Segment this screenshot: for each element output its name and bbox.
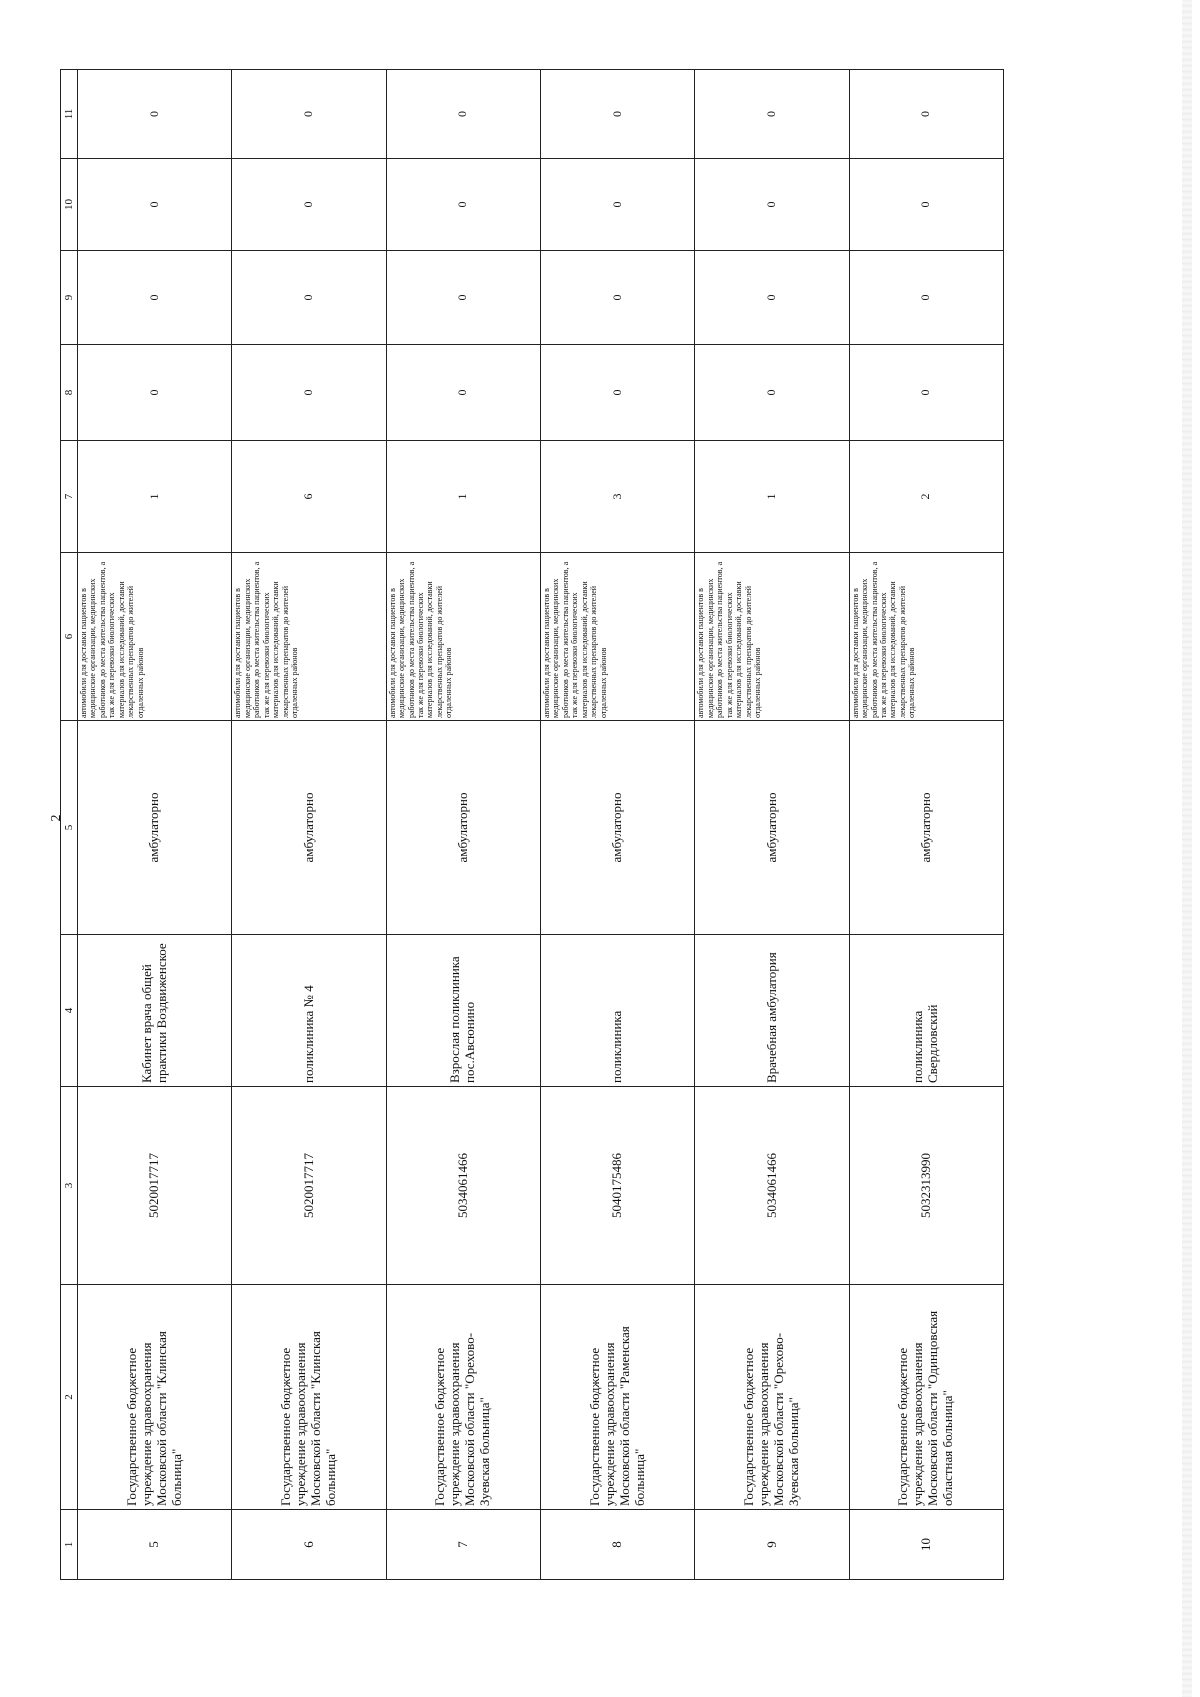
subdivision-cell: поликлиника <box>540 935 694 1087</box>
purpose-cell: автомобили для доставки пациентов в медицинские организации, медицинских работников до места жительства пациентов, а так же для перевозки биологических материалов для исследований, доставки лекарственных препаратов до жителей отдаленных районов <box>386 553 540 721</box>
count-cell-8: 0 <box>386 345 540 441</box>
condition-cell: амбулаторно <box>232 721 386 935</box>
data-table <box>60 69 1004 1580</box>
row-number: 9 <box>695 1510 849 1580</box>
purpose-cell: автомобили для доставки пациентов в медицинские организации, медицинских работников до места жительства пациентов, а так же для перевозки биологических материалов для исследований, доставки лекарственных препаратов до жителей отдаленных районов <box>695 553 849 721</box>
table-row <box>695 70 849 1580</box>
count-cell-9: 0 <box>849 251 1003 345</box>
count-cell-8: 0 <box>849 345 1003 441</box>
count-cell-7: 1 <box>695 441 849 553</box>
table-row <box>386 70 540 1580</box>
count-cell-7: 3 <box>540 441 694 553</box>
count-cell-10: 0 <box>232 159 386 251</box>
table-row <box>78 70 232 1580</box>
col-number-9: 9 <box>61 251 78 345</box>
inn-cell: 5034061466 <box>695 1087 849 1285</box>
count-cell-7: 6 <box>232 441 386 553</box>
purpose-cell: автомобили для доставки пациентов в медицинские организации, медицинских работников до места жительства пациентов, а так же для перевозки биологических материалов для исследований, доставки лекарственных препаратов до жителей отдаленных районов <box>78 553 232 721</box>
row-number: 6 <box>232 1510 386 1580</box>
count-cell-10: 0 <box>78 159 232 251</box>
count-cell-11: 0 <box>78 70 232 159</box>
subdivision-cell: поликлиника № 4 <box>232 935 386 1087</box>
count-cell-10: 0 <box>540 159 694 251</box>
count-cell-8: 0 <box>78 345 232 441</box>
page-number: 2 <box>49 814 64 822</box>
row-number: 8 <box>540 1510 694 1580</box>
col-number-6: 6 <box>61 553 78 721</box>
subdivision-cell: поликлиника Свердловский <box>849 935 1003 1087</box>
count-cell-9: 0 <box>386 251 540 345</box>
count-cell-10: 0 <box>695 159 849 251</box>
col-number-8: 8 <box>61 345 78 441</box>
row-number: 5 <box>78 1510 232 1580</box>
count-cell-7: 1 <box>78 441 232 553</box>
organization-name: Государственное бюджетное учреждение здравоохранения Московской области "Клинская больница" <box>78 1285 232 1510</box>
inn-cell: 5032313990 <box>849 1087 1003 1285</box>
col-number-1: 1 <box>61 1510 78 1580</box>
count-cell-8: 0 <box>232 345 386 441</box>
inn-cell: 5020017717 <box>78 1087 232 1285</box>
count-cell-11: 0 <box>386 70 540 159</box>
count-cell-8: 0 <box>695 345 849 441</box>
table-row <box>849 70 1003 1580</box>
col-number-11: 11 <box>61 70 78 159</box>
condition-cell: амбулаторно <box>695 721 849 935</box>
subdivision-cell: Взрослая поликлиника пос.Авсюнино <box>386 935 540 1087</box>
condition-cell: амбулаторно <box>386 721 540 935</box>
count-cell-9: 0 <box>695 251 849 345</box>
count-cell-9: 0 <box>232 251 386 345</box>
row-number: 7 <box>386 1510 540 1580</box>
count-cell-7: 2 <box>849 441 1003 553</box>
count-cell-11: 0 <box>540 70 694 159</box>
organization-name: Государственное бюджетное учреждение здравоохранения Московской области "Клинская больница" <box>232 1285 386 1510</box>
count-cell-9: 0 <box>78 251 232 345</box>
col-number-3: 3 <box>61 1087 78 1285</box>
count-cell-10: 0 <box>386 159 540 251</box>
purpose-cell: автомобили для доставки пациентов в медицинские организации, медицинских работников до места жительства пациентов, а так же для перевозки биологических материалов для исследований, доставки лекарственных препаратов до жителей отдаленных районов <box>849 553 1003 721</box>
inn-cell: 5040175486 <box>540 1087 694 1285</box>
row-number: 10 <box>849 1510 1003 1580</box>
col-number-2: 2 <box>61 1285 78 1510</box>
subdivision-cell: Врачебная амбулатория <box>695 935 849 1087</box>
count-cell-9: 0 <box>540 251 694 345</box>
data-table-frame <box>60 70 1004 1580</box>
scan-edge-strip <box>1182 0 1192 1697</box>
organization-name: Государственное бюджетное учреждение здравоохранения Московской области "Раменская больница" <box>540 1285 694 1510</box>
table-row <box>232 70 386 1580</box>
col-number-5: 5 <box>61 721 78 935</box>
purpose-cell: автомобили для доставки пациентов в медицинские организации, медицинских работников до места жительства пациентов, а так же для перевозки биологических материалов для исследований, доставки лекарственных препаратов до жителей отдаленных районов <box>540 553 694 721</box>
col-number-4: 4 <box>61 935 78 1087</box>
count-cell-8: 0 <box>540 345 694 441</box>
col-number-7: 7 <box>61 441 78 553</box>
condition-cell: амбулаторно <box>849 721 1003 935</box>
count-cell-11: 0 <box>849 70 1003 159</box>
organization-name: Государственное бюджетное учреждение здравоохранения Московской области "Орехово-Зуевская больница" <box>695 1285 849 1510</box>
purpose-cell: автомобили для доставки пациентов в медицинские организации, медицинских работников до места жительства пациентов, а так же для перевозки биологических материалов для исследований, доставки лекарственных препаратов до жителей отдаленных районов <box>232 553 386 721</box>
table-row <box>540 70 694 1580</box>
organization-name: Государственное бюджетное учреждение здравоохранения Московской области "Орехово-Зуевская больница" <box>386 1285 540 1510</box>
condition-cell: амбулаторно <box>78 721 232 935</box>
col-number-10: 10 <box>61 159 78 251</box>
inn-cell: 5020017717 <box>232 1087 386 1285</box>
header-row <box>61 70 78 1580</box>
count-cell-10: 0 <box>849 159 1003 251</box>
count-cell-11: 0 <box>695 70 849 159</box>
subdivision-cell: Кабинет врача общей практики Воздвиженское <box>78 935 232 1087</box>
count-cell-11: 0 <box>232 70 386 159</box>
organization-name: Государственное бюджетное учреждение здравоохранения Московской области "Одинцовская областная больница" <box>849 1285 1003 1510</box>
condition-cell: амбулаторно <box>540 721 694 935</box>
count-cell-7: 1 <box>386 441 540 553</box>
inn-cell: 5034061466 <box>386 1087 540 1285</box>
